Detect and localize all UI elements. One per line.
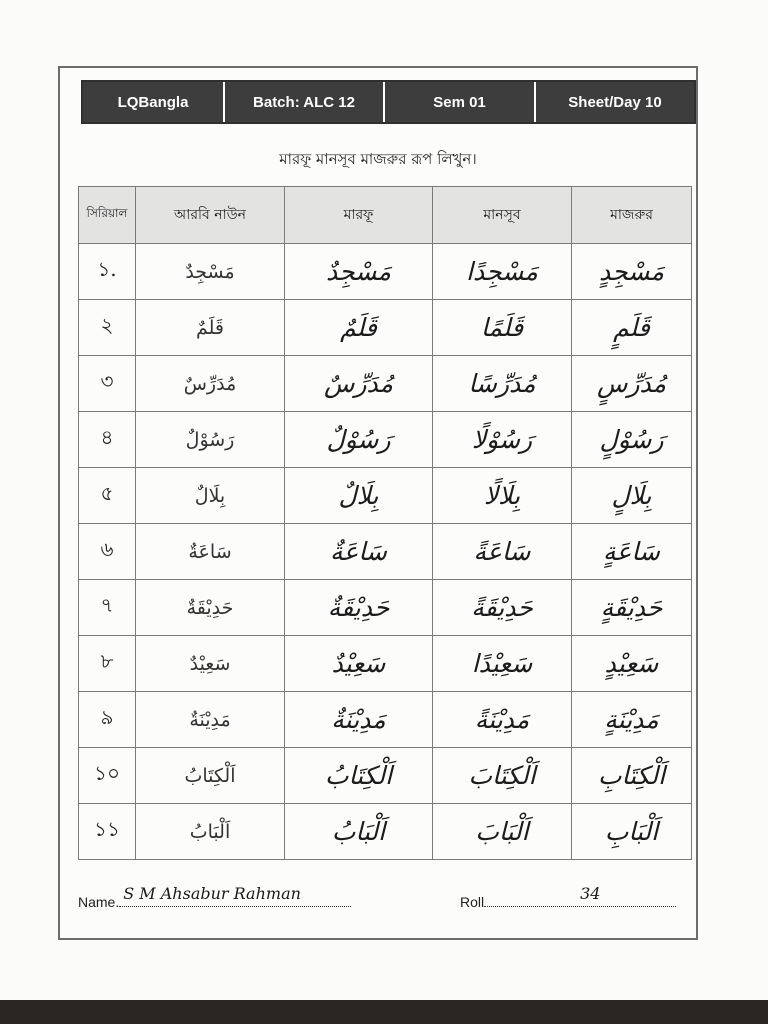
serial-cell: ৫ [79, 468, 136, 524]
majrur-cell: اَلْكِتَابِ [572, 748, 692, 804]
majrur-cell: مَدِيْنَةٍ [572, 692, 692, 748]
marfu-cell: اَلْبَابُ [285, 804, 433, 860]
mansub-cell: اَلْكِتَابَ [433, 748, 572, 804]
serial-cell: ৮ [79, 636, 136, 692]
serial-cell: ৩ [79, 356, 136, 412]
header-cell-sheet-day: Sheet/Day 10 [568, 93, 662, 111]
mansub-cell: قَلَمًا [433, 300, 572, 356]
table-header-row [79, 187, 692, 244]
mansub-cell: مُدَرِّسًا [433, 356, 572, 412]
column-header-serial: সিরিয়াল [79, 187, 136, 244]
majrur-cell: سَعِيْدٍ [572, 636, 692, 692]
table-row [79, 748, 692, 804]
name-field [78, 884, 351, 910]
roll-line [484, 884, 676, 907]
name-line [119, 884, 351, 907]
mansub-cell: اَلْبَابَ [433, 804, 572, 860]
arabic-noun-cell: سَعِيْدٌ [136, 636, 285, 692]
mansub-cell: مَدِيْنَةً [433, 692, 572, 748]
instruction-text: মারফূ মানসূব মাজরুর রূপ লিখুন। [279, 150, 477, 168]
serial-cell: ৯ [79, 692, 136, 748]
majrur-cell: اَلْبَابِ [572, 804, 692, 860]
arabic-noun-cell: رَسُوْلٌ [136, 412, 285, 468]
serial-cell: ৪ [79, 412, 136, 468]
roll-label: Roll [460, 894, 485, 910]
arabic-noun-cell: سَاعَةٌ [136, 524, 285, 580]
arabic-noun-cell: مَدِيْنَةٌ [136, 692, 285, 748]
arabic-noun-cell: مَسْجِدٌ [136, 244, 285, 300]
majrur-cell: قَلَمٍ [572, 300, 692, 356]
majrur-cell: بِلَالٍ [572, 468, 692, 524]
majrur-cell: مَسْجِدٍ [572, 244, 692, 300]
serial-cell: ১০ [79, 748, 136, 804]
marfu-cell: حَدِيْقَةٌ [285, 580, 433, 636]
column-header-mansub: মানসূব [433, 187, 572, 244]
marfu-cell: سَعِيْدٌ [285, 636, 433, 692]
majrur-cell: رَسُوْلٍ [572, 412, 692, 468]
arabic-noun-cell: قَلَمٌ [136, 300, 285, 356]
table-row [79, 300, 692, 356]
arabic-noun-cell: حَدِيْقَةٌ [136, 580, 285, 636]
marfu-cell: مُدَرِّسٌ [285, 356, 433, 412]
arabic-noun-cell: اَلْبَابُ [136, 804, 285, 860]
roll-field [460, 884, 676, 910]
majrur-cell: حَدِيْقَةٍ [572, 580, 692, 636]
header-bar [81, 80, 696, 124]
majrur-cell: مُدَرِّسٍ [572, 356, 692, 412]
serial-cell: ১. [79, 244, 136, 300]
column-header-marfu: মারফূ [285, 187, 433, 244]
mansub-cell: بِلَالًا [433, 468, 572, 524]
column-header-arabic-noun: আরবি নাউন [136, 187, 285, 244]
mansub-cell: سَعِيْدًا [433, 636, 572, 692]
background-surface [0, 1000, 768, 1024]
marfu-cell: مَسْجِدٌ [285, 244, 433, 300]
header-cell-brand: LQBangla [83, 82, 225, 122]
serial-cell: ৭ [79, 580, 136, 636]
table-row [79, 692, 692, 748]
noun-case-table [78, 186, 692, 860]
table-row [79, 468, 692, 524]
arabic-noun-cell: بِلَالٌ [136, 468, 285, 524]
table-row [79, 636, 692, 692]
column-header-majrur: মাজরুর [572, 187, 692, 244]
table-row [79, 804, 692, 860]
table-row [79, 356, 692, 412]
table-row [79, 580, 692, 636]
mansub-cell: حَدِيْقَةً [433, 580, 572, 636]
mansub-cell: سَاعَةً [433, 524, 572, 580]
arabic-noun-cell: مُدَرِّسٌ [136, 356, 285, 412]
table-row [79, 524, 692, 580]
roll-handwritten: 34 [580, 884, 601, 903]
header-cell-semester: Sem 01 [385, 82, 536, 122]
marfu-cell: مَدِيْنَةٌ [285, 692, 433, 748]
marfu-cell: سَاعَةٌ [285, 524, 433, 580]
name-handwritten: S M Ahsabur Rahman [123, 884, 301, 903]
serial-cell: ২ [79, 300, 136, 356]
mansub-cell: رَسُوْلًا [433, 412, 572, 468]
worksheet-frame [58, 66, 698, 940]
name-label: Name. [78, 894, 120, 910]
table-row [79, 244, 692, 300]
marfu-cell: رَسُوْلٌ [285, 412, 433, 468]
serial-cell: ১১ [79, 804, 136, 860]
majrur-cell: سَاعَةٍ [572, 524, 692, 580]
arabic-noun-cell: اَلْكِتَابُ [136, 748, 285, 804]
marfu-cell: اَلْكِتَابُ [285, 748, 433, 804]
header-cell-batch: Batch: ALC 12 [225, 82, 385, 122]
serial-cell: ৬ [79, 524, 136, 580]
table-row [79, 412, 692, 468]
mansub-cell: مَسْجِدًا [433, 244, 572, 300]
marfu-cell: قَلَمٌ [285, 300, 433, 356]
marfu-cell: بِلَالٌ [285, 468, 433, 524]
